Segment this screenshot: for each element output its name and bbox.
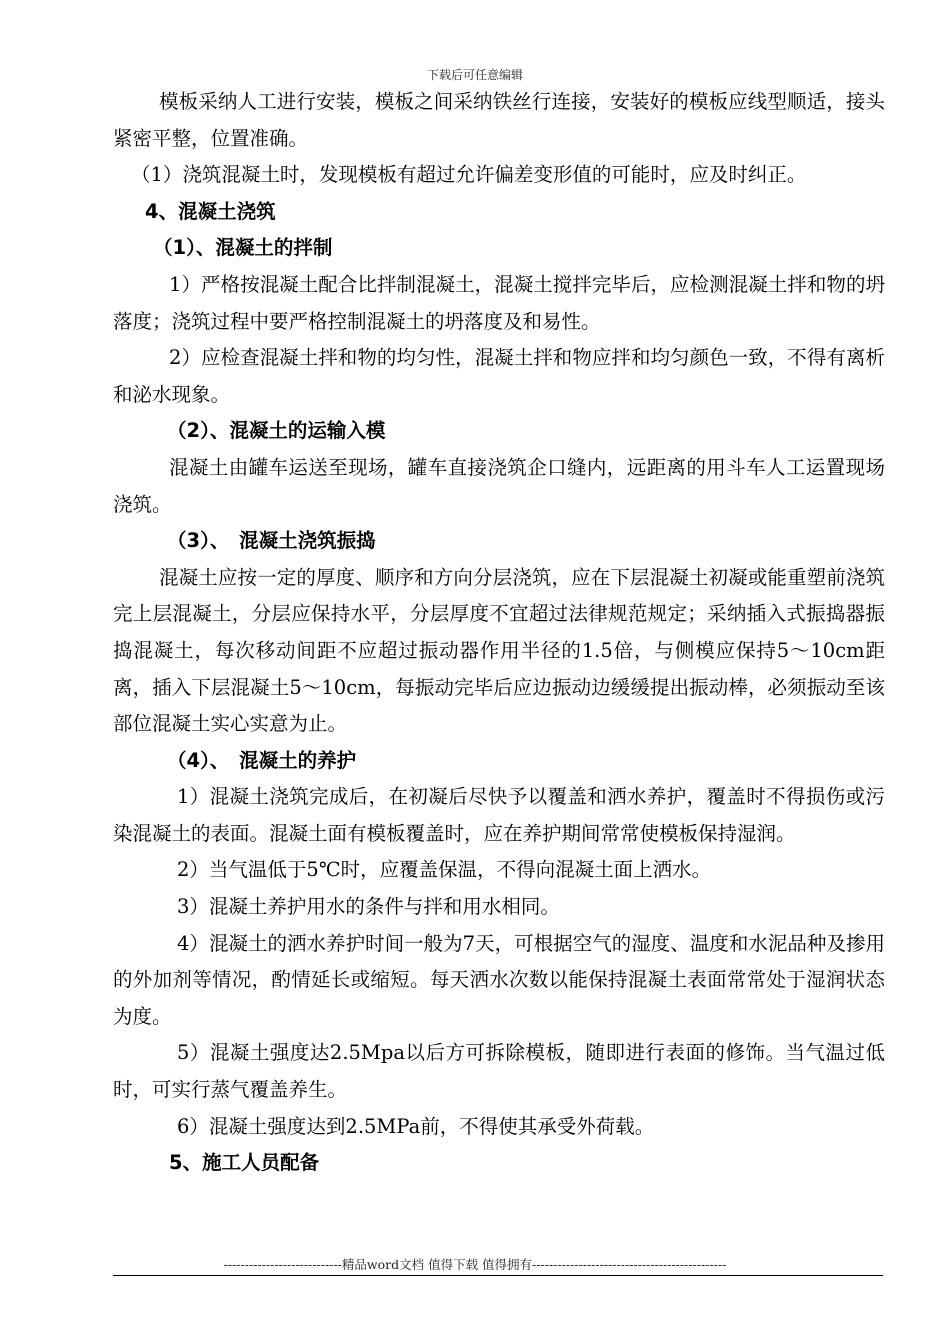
- body-paragraph: 5）混凝土强度达2.5Mpa以后方可拆除模板，随即进行表面的修饰。当气温过低时，可实行蒸气覆盖养生。: [113, 1041, 885, 1102]
- document-body: [113, 84, 885, 1182]
- body-paragraph: 模板采纳人工进行安装，模板之间采纳铁丝行连接，安装好的模板应线型顺适，接头紧密平整，位置准确。: [113, 90, 885, 150]
- body-paragraph: 混凝土应按一定的厚度、顺序和方向分层浇筑，应在下层混凝土初凝或能重塑前浇筑完上层混凝土，分层应保持水平，分层厚度不宜超过法律规范规定；采纳插入式振捣器振捣混凝土，每次移动间距不应超过振动器作用半径的1.5倍，与侧模应保持5～10cm距离，插入下层混凝土5～10cm，每振动完毕后应边振动边缓缓提出振动棒，必须振动至该部位混凝土实心实意为止。: [113, 565, 885, 736]
- body-paragraph: 3）混凝土养护用水的条件与拌和用水相同。: [177, 895, 560, 919]
- body-paragraph: 6）混凝土强度达到2.5MPa前，不得使其承受外荷载。: [177, 1114, 655, 1138]
- body-paragraph: 1）混凝土浇筑完成后，在初凝后尽快予以覆盖和洒水养护，覆盖时不得损伤或污染混凝土的表面。混凝土面有模板覆盖时，应在养护期间常常使模板保持湿润。: [113, 785, 885, 845]
- body-paragraph: 2）当气温低于5℃时，应覆盖保温，不得向混凝土面上洒水。: [177, 858, 712, 882]
- section-heading: 4、混凝土浇筑: [145, 199, 276, 223]
- page-footer: ----------------------------精品word文档 值得下载 值得拥有----------------------------------------------: [223, 1257, 727, 1272]
- section-heading: （2）、混凝土的运输入模: [167, 419, 386, 443]
- body-paragraph: 混凝土由罐车运送至现场，罐车直接浇筑企口缝内，远距离的用斗车人工运置现场浇筑。: [113, 455, 885, 516]
- body-paragraph: 1）严格按混凝土配合比拌制混凝土，混凝土搅拌完毕后，应检测混凝土拌和物的坍落度；浇筑过程中要严格控制混凝土的坍落度及和易性。: [113, 272, 885, 333]
- body-paragraph: （1）浇筑混凝土时，发现模板有超过允许偏差变形值的可能时，应及时纠正。: [131, 163, 807, 187]
- footer-rule: [113, 1275, 883, 1276]
- section-heading: 5、施工人员配备: [169, 1151, 320, 1175]
- section-heading: （4）、 混凝土的养护: [167, 748, 357, 772]
- section-heading: （3）、 混凝土浇筑振捣: [167, 529, 376, 553]
- section-heading: （1）、混凝土的拌制: [153, 236, 333, 260]
- body-paragraph: 4）混凝土的洒水养护时间一般为7天，可根据空气的湿度、温度和水泥品种及掺用的外加剂等情况，酌情延长或缩短。每天洒水次数以能保持混凝土表面常常处于湿润状态为度。: [113, 931, 885, 1028]
- page-header: 下载后可任意编辑: [426, 68, 523, 82]
- body-paragraph: 2）应检查混凝土拌和物的均匀性，混凝土拌和物应拌和均匀颜色一致，不得有离析和泌水现象。: [113, 346, 885, 406]
